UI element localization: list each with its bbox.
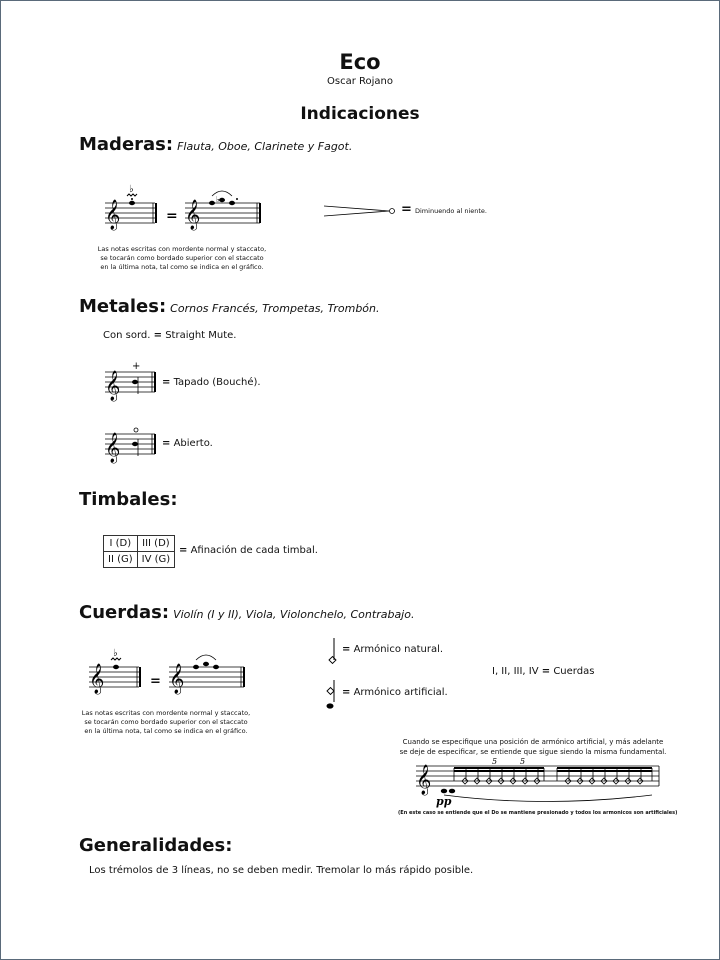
afinacion-line xyxy=(179,545,318,556)
svg-text:=: = xyxy=(166,208,178,224)
diminuendo-label: Diminuendo al niente. xyxy=(415,207,487,215)
cuerdas-roman-line xyxy=(492,666,594,677)
timbal-cell: II (G) xyxy=(104,552,138,568)
section-subtitle: Indicaciones xyxy=(300,104,420,124)
dynamic-marking: pp xyxy=(436,795,452,808)
maderas-note-line: en la última nota, tal como se indica en el gráfico. xyxy=(100,263,264,271)
harmonic-explanation xyxy=(398,737,668,757)
timbal-cell: I (D) xyxy=(104,536,138,552)
maderas-mordent-figure xyxy=(100,178,300,238)
abierto-figure xyxy=(103,422,163,467)
con-sord-line xyxy=(103,330,236,341)
con-sord-equals: = xyxy=(153,330,162,341)
cuerdas-mordent-equals: = xyxy=(150,674,161,689)
svg-text:♭: ♭ xyxy=(129,184,134,195)
abierto-label: Abierto. xyxy=(173,438,213,449)
svg-text:𝄞: 𝄞 xyxy=(416,765,432,795)
cuerdas-word: Cuerdas xyxy=(553,666,595,677)
cuerdas-mordent-figure xyxy=(84,642,284,702)
svg-text:𝄞: 𝄞 xyxy=(105,433,121,463)
tapado-line xyxy=(162,377,261,388)
maderas-note-line: se tocarán como bordado superior con el staccato xyxy=(100,254,264,262)
author: Oscar Rojano xyxy=(327,76,393,87)
cuerdas-title: Cuerdas: xyxy=(79,602,170,623)
cuerdas-note-text xyxy=(66,709,266,736)
abierto-equals: = xyxy=(162,438,171,449)
maderas-title: Maderas: xyxy=(79,134,174,155)
generalidades-heading: Generalidades: xyxy=(79,835,233,856)
roman-numerals: I, II, III, IV xyxy=(492,666,539,677)
armonico-natural-equals: = xyxy=(342,644,351,655)
abierto-line xyxy=(162,438,213,449)
svg-text:𝄞: 𝄞 xyxy=(169,664,185,694)
harmonic-footnote: (En este caso se entiende que el Do se mantiene presionado y todos los armonicos son artificiales) xyxy=(398,810,678,816)
harmonic-notes-figure xyxy=(322,636,342,716)
armonico-natural-line xyxy=(342,644,443,655)
cuerdas-heading xyxy=(79,602,414,623)
svg-text:♭: ♭ xyxy=(216,195,220,204)
timbales-heading: Timbales: xyxy=(79,489,178,510)
harmonic-example-staff xyxy=(414,756,664,808)
straight-mute-label: Straight Mute. xyxy=(165,330,237,341)
diminuendo-hairpin xyxy=(322,203,397,219)
svg-text:𝄞: 𝄞 xyxy=(105,371,121,401)
armonico-artificial-label: Armónico artificial. xyxy=(353,687,448,698)
svg-text:𝄞: 𝄞 xyxy=(185,200,201,230)
svg-text:𝄞: 𝄞 xyxy=(105,200,121,230)
con-sord-label: Con sord. xyxy=(103,330,151,341)
tapado-equals: = xyxy=(162,377,171,388)
metales-instruments: Cornos Francés, Trompetas, Trombón. xyxy=(170,302,380,315)
armonico-artificial-line xyxy=(342,687,448,698)
diminuendo-equals: = xyxy=(401,202,412,217)
tapado-figure xyxy=(103,360,163,405)
afinacion-label: Afinación de cada timbal. xyxy=(190,545,318,556)
timbal-cell: III (D) xyxy=(137,536,175,552)
timbal-cell: IV (G) xyxy=(137,552,175,568)
page-title: Eco xyxy=(339,50,381,74)
timbales-table xyxy=(103,535,175,568)
tapado-label: Tapado (Bouché). xyxy=(173,377,261,388)
cuerdas-note-line: Las notas escritas con mordente normal y staccato, xyxy=(81,709,251,717)
metales-heading xyxy=(79,296,380,317)
cuerdas-instruments: Violín (I y II), Viola, Violonchelo, Contrabajo. xyxy=(173,608,415,621)
harmonic-text-line: Cuando se especifique una posición de armónico artificial, y más adelante xyxy=(402,738,664,746)
tuplet-number: 5 xyxy=(520,757,526,766)
tuplet-number: 5 xyxy=(492,757,498,766)
harmonic-text-line: se deje de especificar, se entiende que sigue siendo la misma fundamental. xyxy=(399,748,667,756)
maderas-note-line: Las notas escritas con mordente normal y staccato, xyxy=(97,245,267,253)
armonico-natural-label: Armónico natural. xyxy=(353,644,444,655)
armonico-artificial-equals: = xyxy=(342,687,351,698)
cuerdas-note-line: se tocarán como bordado superior con el staccato xyxy=(84,718,248,726)
svg-text:𝄞: 𝄞 xyxy=(89,664,105,694)
afinacion-equals: = xyxy=(179,545,188,556)
roman-equals: = xyxy=(541,666,551,677)
cuerdas-note-line: en la última nota, tal como se indica en el gráfico. xyxy=(84,727,248,735)
maderas-heading xyxy=(79,134,352,155)
svg-text:♭: ♭ xyxy=(113,648,118,659)
svg-text:+: + xyxy=(132,361,141,372)
metales-title: Metales: xyxy=(79,296,167,317)
maderas-note-text xyxy=(82,245,282,272)
maderas-instruments: Flauta, Oboe, Clarinete y Fagot. xyxy=(177,140,353,153)
generalidades-text: Los trémolos de 3 líneas, no se deben medir. Tremolar lo más rápido posible. xyxy=(89,865,474,876)
